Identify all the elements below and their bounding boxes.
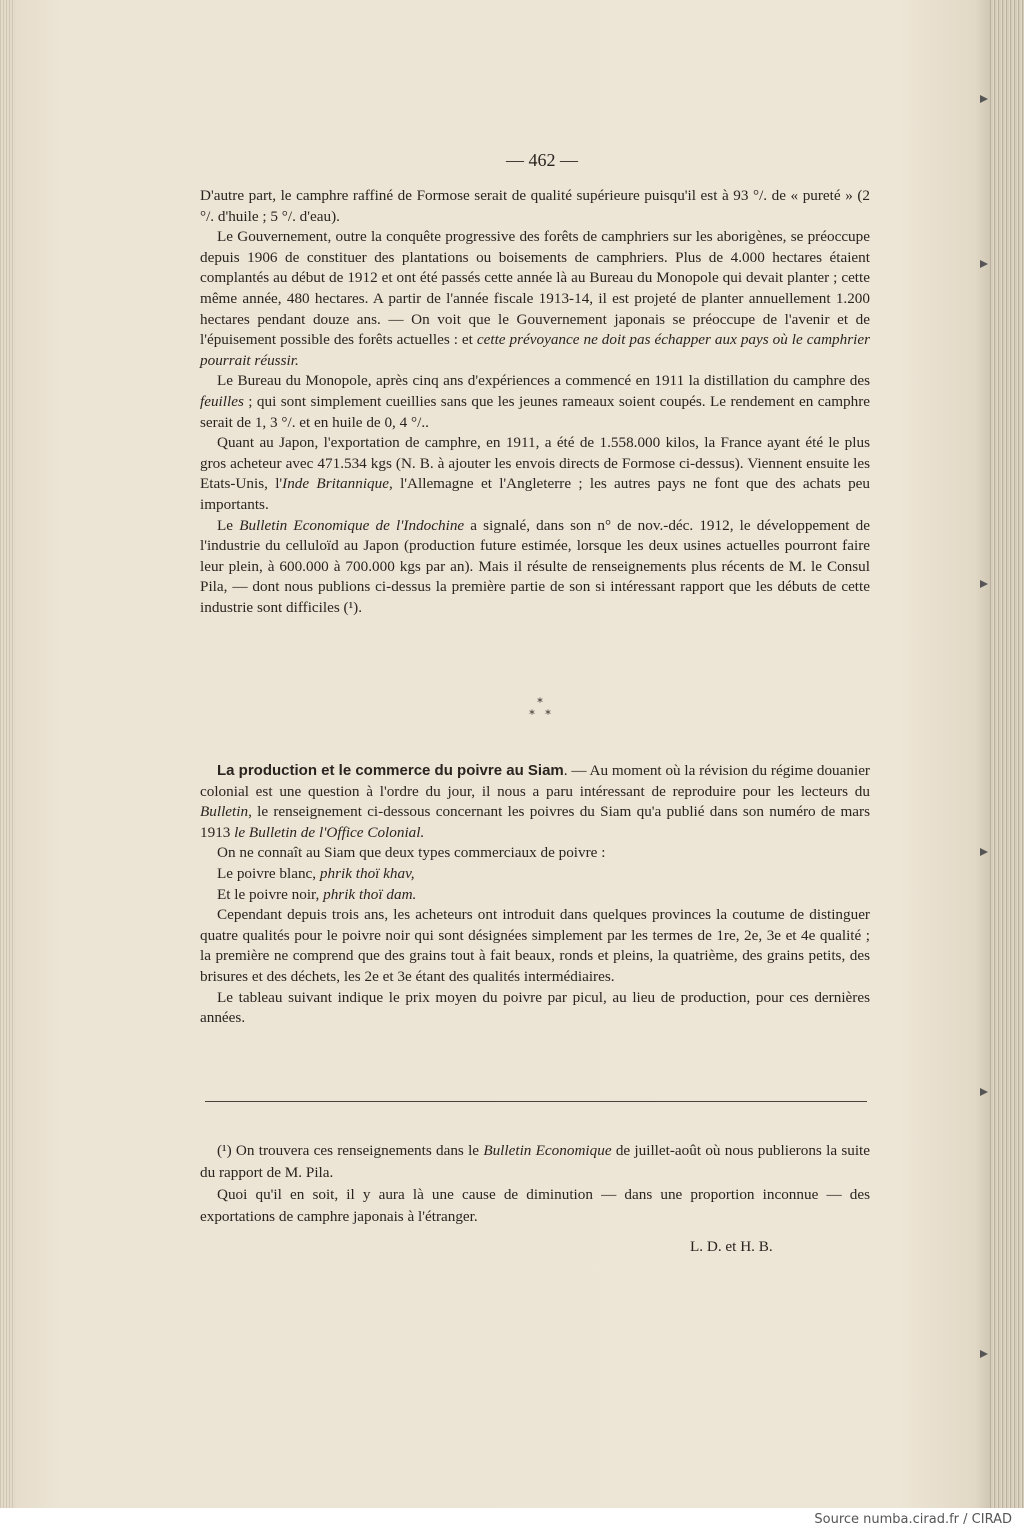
margin-mark-icon (980, 1088, 988, 1096)
paragraph: D'autre part, le camphre raffiné de Formose serait de qualité supérieure puisqu'il est à 93 °/. de « pureté » (2 °/. d'huile ; 5 °/. d'eau). (200, 187, 870, 225)
footnote: Quoi qu'il en soit, il y aura là une cause de diminution — dans une proportion inconnue — des exportations de camphre japonais à l'étranger. (200, 1186, 870, 1225)
section-title: La production et le commerce du poivre au Siam (217, 762, 564, 779)
book-edge-right (990, 0, 1024, 1508)
book-edge-left (0, 0, 14, 1508)
paragraph: Le Bureau du Monopole, après cinq ans d'expériences a commencé en 1911 la distillation du camphre des feuilles ; qui sont simplement cueillies sans que les jeunes rameaux soient coupés. Le rendement en camphre serait de 1, 3 °/. et en huile de 0, 4 °/.. (200, 372, 870, 431)
signature: L. D. et H. B. (690, 1238, 773, 1255)
footnote: (¹) On trouvera ces renseignements dans le Bulletin Economique de juillet-août où nous publierons la suite du rapport de M. Pila. (200, 1142, 870, 1181)
paragraph: La production et le commerce du poivre au Siam. — Au moment où la révision du régime douanier colonial est une question à l'ordre du jour, il nous a paru intéressant de reproduire pour les lecteurs du Bulletin, le renseignement ci-dessous concernant les poivres du Siam qu'a publié dans son numéro de mars 1913 le Bulletin de l'Office Colonial. (200, 762, 870, 841)
paragraph: Le tableau suivant indique le prix moyen du poivre par picul, au lieu de production, pour ces dernières années. (200, 988, 870, 1027)
footnotes (200, 1140, 870, 1228)
margin-mark-icon (980, 580, 988, 588)
paragraph: Le Bulletin Economique de l'Indochine a signalé, dans son n° de nov.-déc. 1912, le développement de l'industrie du celluloïd au Japon (production future estimée, lorsque les deux usines actuelles pourront faire leur plein, à 600.000 à 700.000 kgs par an). Mais il résulte de renseignements plus récents de M. le Consul Pila, — dont nous publions ci-dessus la première partie de son si intéressant rapport que les débuts de cette industrie sont difficiles (¹). (200, 516, 871, 616)
paragraph: Le poivre blanc, phrik thoï khav, (217, 864, 415, 882)
paragraph: Le Gouvernement, outre la conquête progressive des forêts de camphriers sur les aborigènes, se préoccupe depuis 1906 de constituer des plantations ou boisements de camphriers. Plus de 4.000 hectares étaient complantés au début de 1912 et ont été passés cette année là au Bureau du Monopole qui devait planter ; cette même année, 480 hectares. A partir de l'année fiscale 1913-14, il est projeté de planter annuellement 1.200 hectares pendant douze ans. — On voit que le Gouvernement japonais se préoccupe de l'avenir et de l'épuisement possible des forêts actuelles : et cette prévoyance ne doit pas échapper aux pays où le camphrier pourrait réussir. (200, 228, 871, 369)
paragraph: Quant au Japon, l'exportation de camphre, en 1911, a été de 1.558.000 kilos, la France ayant été le plus gros acheteur avec 471.534 kgs (N. B. à ajouter les envois directs de Formose ci-dessus). Viennent ensuite les Etats-Unis, l'Inde Britannique, l'Allemagne et l'Angleterre ; les autres pays ne font que des achats peu importants. (200, 434, 870, 513)
margin-mark-icon (980, 1350, 988, 1358)
margin-mark-icon (980, 260, 988, 268)
page-number: — 462 — (506, 150, 578, 170)
section-camphor (200, 186, 870, 618)
section-separator-stars: * * * (529, 696, 551, 721)
paragraph: On ne connaît au Siam que deux types commerciaux de poivre : (217, 844, 606, 862)
section-pepper (200, 761, 870, 1029)
paragraph: Et le poivre noir, phrik thoï dam. (217, 885, 417, 903)
margin-mark-icon (980, 848, 988, 856)
footnote-rule (205, 1101, 867, 1102)
paragraph: Cependant depuis trois ans, les acheteurs ont introduit dans quelques provinces la coutume de distinguer quatre qualités pour le poivre noir qui sont désignées simplement par les termes de 1re, 2e, 3e et 4e qualité ; la première ne comprend que des grains tout à fait beaux, ronds et pleins, la quatrième, des grains petits, des brisures et des déchets, les 2e et 3e étant des qualités intermédiaires. (200, 906, 870, 985)
margin-mark-icon (980, 95, 988, 103)
source-credit: Source numba.cirad.fr / CIRAD (814, 1512, 1012, 1527)
